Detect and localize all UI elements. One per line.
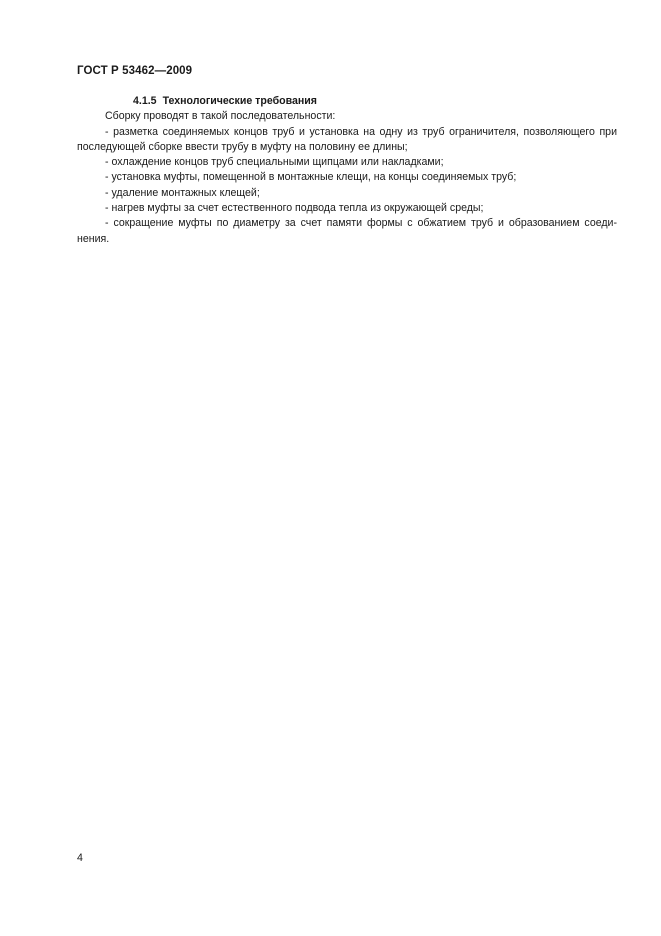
section-number: 4.1.5 bbox=[133, 95, 157, 107]
list-item: - нагрев муфты за счет естественного подвода тепла из окружающей среды; bbox=[105, 202, 484, 215]
list-item: - охлаждение концов труб специальными щипцами или накладками; bbox=[105, 156, 444, 169]
intro-paragraph: Сборку проводят в такой последовательности: bbox=[105, 110, 336, 123]
document-code-header: ГОСТ Р 53462—2009 bbox=[77, 65, 193, 77]
list-item: - удаление монтажных клещей; bbox=[105, 186, 260, 199]
list-item: - установка муфты, помещенной в монтажные клещи, на концы соединяемых труб; bbox=[105, 171, 517, 184]
section-title: Технологические требования bbox=[162, 95, 317, 107]
section-heading bbox=[77, 94, 617, 109]
document-content bbox=[77, 94, 617, 247]
list-item: - сокращение муфты по диаметру за счет памяти формы с обжатием труб и образованием соеди-нения. bbox=[77, 217, 617, 245]
page-number: 4 bbox=[77, 852, 83, 864]
list-item: - разметка соединяемых концов труб и установка на одну из труб ограничителя, позволяющего при последующей сборке ввести трубу в муфту на половину ее длины; bbox=[77, 125, 617, 153]
